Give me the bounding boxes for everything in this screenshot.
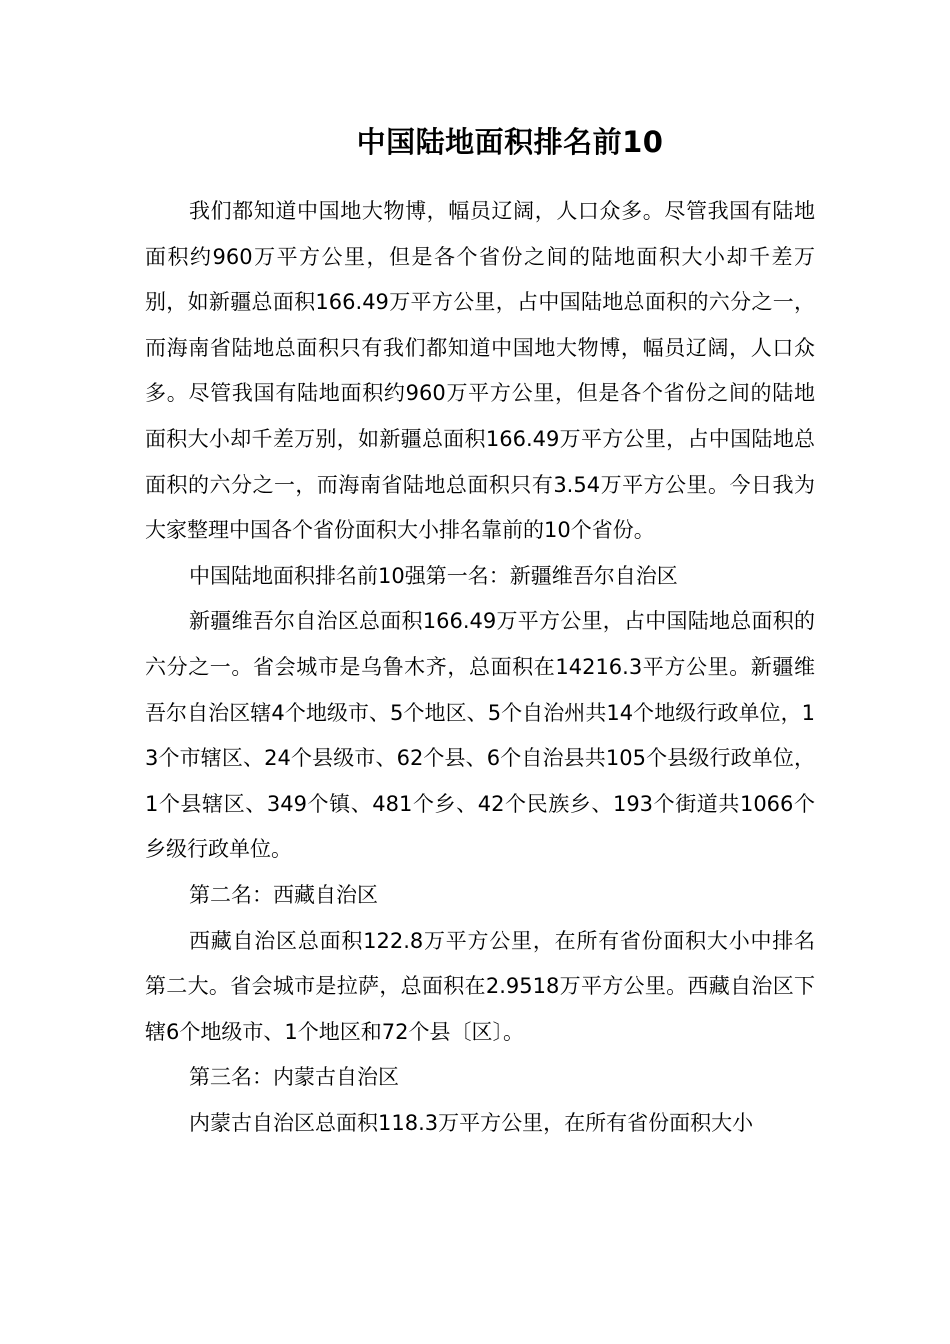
- heading-rank-3: 第三名：内蒙古自治区: [189, 1065, 399, 1090]
- paragraph-inner-mongolia: 内蒙古自治区总面积118.3万平方公里，在所有省份面积大小: [189, 1110, 754, 1135]
- paragraph-tibet: 西藏自治区总面积122.8万平方公里，在所有省份面积大小中排名第二大。省会城市是拉萨，总面积在2.9518万平方公里。西藏自治区下辖6个地级市、1个地区和72个县〔区〕。: [145, 928, 815, 1044]
- heading-rank-1: 中国陆地面积排名前10强第一名：新疆维吾尔自治区: [189, 563, 678, 588]
- paragraph-xinjiang: 新疆维吾尔自治区总面积166.49万平方公里，占中国陆地总面积的六分之一。省会城市是乌鲁木齐，总面积在14216.3平方公里。新疆维吾尔自治区辖4个地级市、5个地区、5个自治州共14个地级行政单位，13个市辖区、24个县级市、62个县、6个自治县共105个县级行政单位，1个县辖区、349个镇、481个乡、42个民族乡、193个街道共1066个乡级行政单位。: [145, 609, 815, 862]
- document-body: [145, 189, 815, 1146]
- document-title: 中国陆地面积排名前10: [356, 125, 664, 159]
- paragraph-intro: 我们都知道中国地大物博，幅员辽阔，人口众多。尽管我国有陆地面积约960万平方公里，但是各个省份之间的陆地面积大小却千差万别，如新疆总面积166.49万平方公里，占中国陆地总面积的六分之一，而海南省陆地总面积只有我们都知道中国地大物博，幅员辽阔，人口众多。尽管我国有陆地面积约960万平方公里，但是各个省份之间的陆地面积大小却千差万别，如新疆总面积166.49万平方公里，占中国陆地总面积的六分之一，而海南省陆地总面积只有3.54万平方公里。今日我为大家整理中国各个省份面积大小排名靠前的10个省份。: [145, 199, 815, 543]
- heading-rank-2: 第二名：西藏自治区: [189, 882, 378, 907]
